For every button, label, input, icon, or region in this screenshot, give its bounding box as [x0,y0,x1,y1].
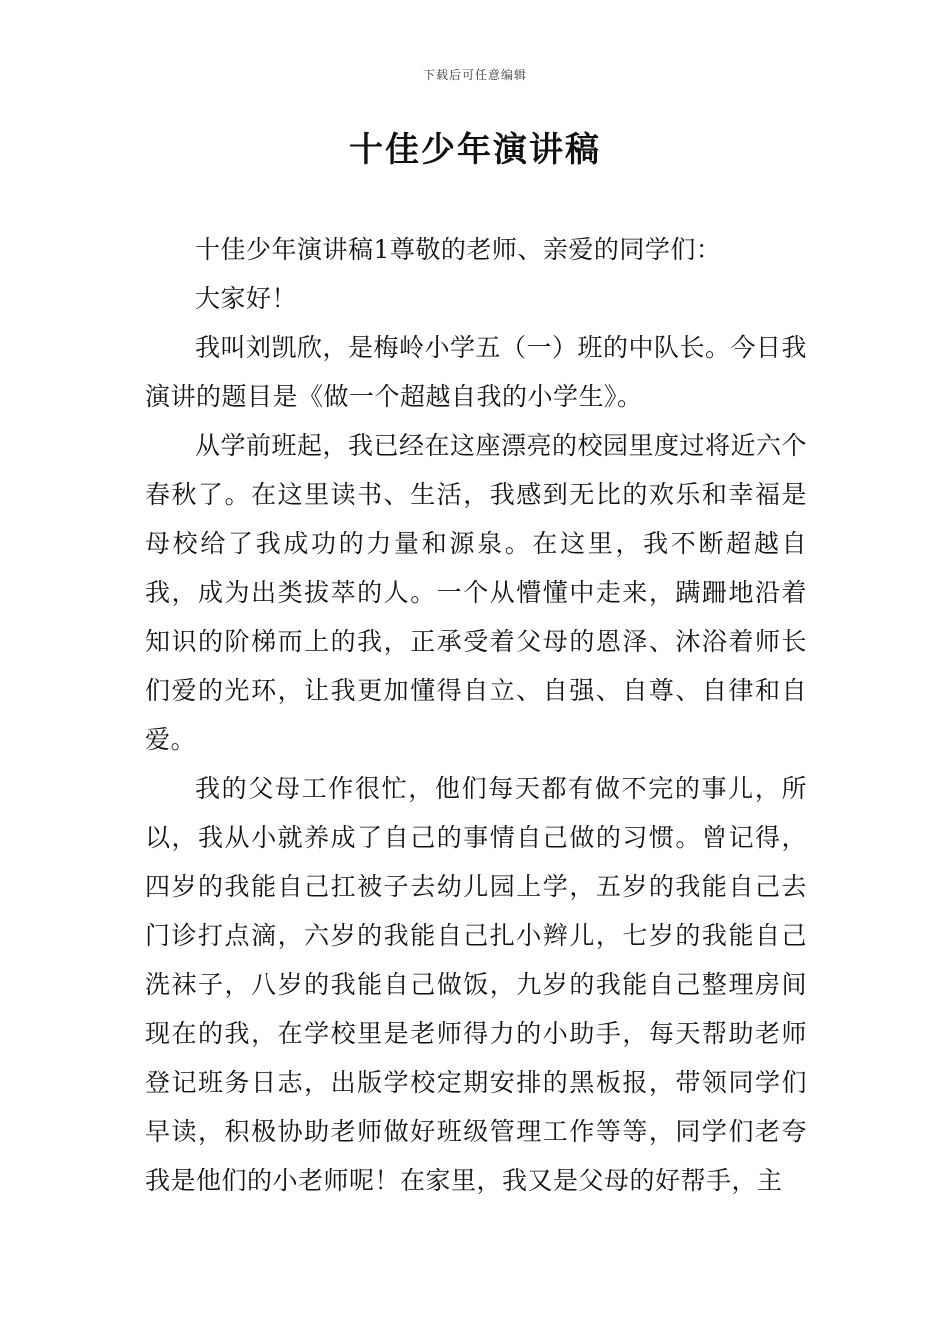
paragraph-hello: 大家好！ [195,284,298,313]
header-note: 下载后可任意编辑 [422,68,527,82]
document-body [145,225,807,1205]
paragraph-school-life: 从学前班起，我已经在这座漂亮的校园里度过将近六个春秋了。在这里读书、生活，我感到无比的欢乐和幸福是母校给了我成功的力量和源泉。在这里，我不断超越自我，成为出类拔萃的人。一个从懵懂中走来，蹒跚地沿着知识的阶梯而上的我，正承受着父母的恩泽、沐浴着师长们爱的光环，让我更加懂得自立、自强、自尊、自律和自爱。 [145,431,808,754]
paragraph-greeting: 十佳少年演讲稿1尊敬的老师、亲爱的同学们： [195,235,722,264]
paragraph-introduction: 我叫刘凯欣，是梅岭小学五（一）班的中队长。今日我演讲的题目是《做一个超越自我的小学生》。 [145,333,808,411]
paragraph-independence: 我的父母工作很忙，他们每天都有做不完的事儿，所以，我从小就养成了自己的事情自己做的习惯。曾记得，四岁的我能自己扛被子去幼儿园上学，五岁的我能自己去门诊打点滴，六岁的我能自己扎小辫儿，七岁的我能自己洗袜子，八岁的我能自己做饭，九岁的我能自己整理房间现在的我，在学校里是老师得力的小助手，每天帮助老师登记班务日志，出版学校定期安排的黑板报，带领同学们早读，积极协助老师做好班级管理工作等等，同学们老夸我是他们的小老师呢！在家里，我又是父母的好帮手，主 [145,774,807,1195]
document-title: 十佳少年演讲稿 [349,130,601,170]
